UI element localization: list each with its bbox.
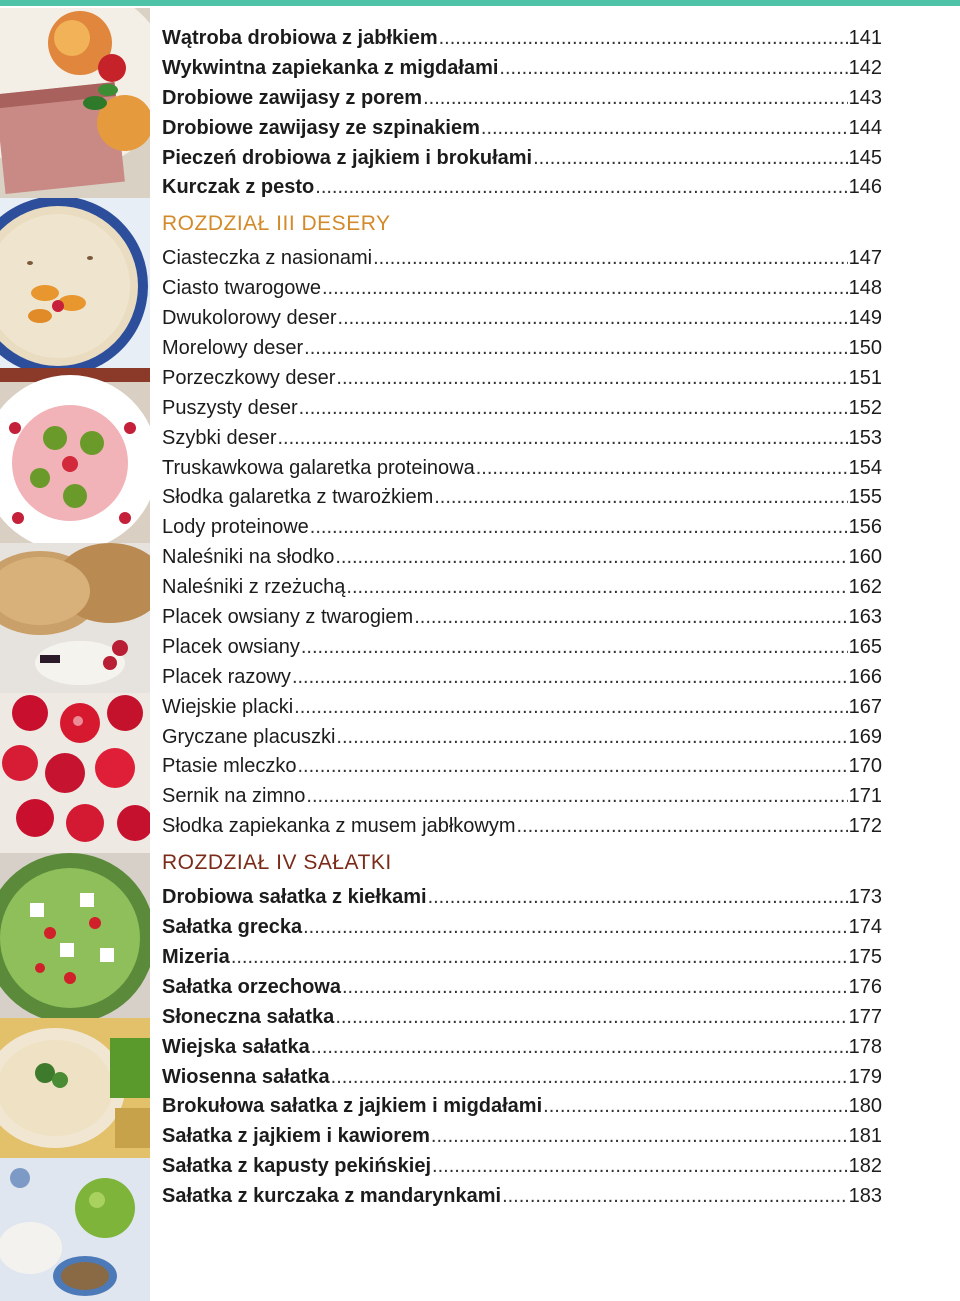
entry-page-number: 174 — [848, 916, 882, 939]
toc-entry[interactable] — [162, 812, 882, 842]
dot-leader — [322, 274, 848, 304]
entry-page-number: 180 — [848, 1095, 882, 1118]
chapter-heading-salatki: ROZDZIAŁ IV SAŁATKI — [162, 851, 392, 875]
entry-page-number: 156 — [848, 516, 882, 539]
spread-photo — [0, 1018, 150, 1158]
dot-leader — [292, 663, 848, 693]
entry-page-number: 151 — [848, 366, 882, 389]
toc-section-desery — [162, 244, 882, 842]
entry-page-number: 166 — [848, 665, 882, 688]
toc-entry[interactable] — [162, 483, 882, 513]
dot-leader — [301, 633, 848, 663]
entry-page-number: 175 — [848, 945, 882, 968]
toc-entry[interactable] — [162, 424, 882, 454]
entry-title: Wiosenna sałatka — [162, 1065, 330, 1088]
toc-entry[interactable] — [162, 454, 882, 484]
entry-page-number: 178 — [848, 1035, 882, 1058]
dot-leader — [543, 1092, 847, 1122]
entry-title: Wykwintna zapiekanka z migdałami — [162, 56, 499, 79]
entry-page-number: 179 — [848, 1065, 882, 1088]
dot-leader — [311, 1033, 848, 1063]
entry-page-number: 153 — [848, 426, 882, 449]
entry-title: Słodka galaretka z twarożkiem — [162, 486, 434, 509]
dot-leader — [342, 973, 848, 1003]
toc-entry[interactable] — [162, 973, 882, 1003]
entry-page-number: 142 — [848, 56, 882, 79]
toc-entry[interactable] — [162, 1092, 882, 1122]
toc-entry[interactable] — [162, 173, 882, 203]
entry-title: Brokułowa sałatka z jajkiem i migdałami — [162, 1095, 543, 1118]
toc-entry[interactable] — [162, 663, 882, 693]
dot-leader — [414, 603, 847, 633]
entry-page-number: 160 — [848, 546, 882, 569]
dot-leader — [278, 424, 848, 454]
entry-title: Mizeria — [162, 945, 230, 968]
dot-leader — [315, 173, 847, 203]
entry-title: Morelowy deser — [162, 337, 304, 360]
entry-title: Wiejska sałatka — [162, 1035, 310, 1058]
entry-title: Drobiowa sałatka z kiełkami — [162, 886, 427, 909]
toc-entry[interactable] — [162, 543, 882, 573]
dot-leader — [331, 1063, 848, 1093]
apple-walnuts-photo — [0, 1158, 150, 1301]
entry-title: Puszysty deser — [162, 396, 298, 419]
entry-title: Ptasie mleczko — [162, 755, 297, 778]
entry-page-number: 141 — [848, 27, 882, 49]
entry-page-number: 144 — [848, 116, 882, 139]
entry-title: Lody proteinowe — [162, 516, 309, 539]
dot-leader — [336, 364, 847, 394]
toc-entry[interactable] — [162, 334, 882, 364]
entry-page-number: 171 — [848, 785, 882, 808]
toc-section-start — [162, 24, 882, 203]
toc-entry[interactable] — [162, 1033, 882, 1063]
dot-leader — [431, 1122, 848, 1152]
toc-entry[interactable] — [162, 573, 882, 603]
entry-page-number: 177 — [848, 1005, 882, 1028]
dot-leader — [481, 114, 848, 144]
dot-leader — [304, 334, 847, 364]
entry-page-number: 147 — [848, 247, 882, 270]
entry-page-number: 143 — [848, 86, 882, 109]
dot-leader — [533, 144, 848, 174]
toc-entry[interactable] — [162, 603, 882, 633]
entry-title: Ciasto twarogowe — [162, 277, 321, 300]
toc-entry[interactable] — [162, 394, 882, 424]
entry-page-number: 176 — [848, 975, 882, 998]
entry-title: Gryczane placuszki — [162, 725, 336, 748]
entry-page-number: 154 — [848, 456, 882, 479]
entry-title: Naleśniki na słodko — [162, 546, 335, 569]
toc-entry[interactable] — [162, 693, 882, 723]
entry-page-number: 163 — [848, 606, 882, 629]
apricot-cake-photo — [0, 198, 150, 368]
entry-page-number: 155 — [848, 486, 882, 509]
entry-page-number: 162 — [848, 576, 882, 599]
entry-title: Porzeczkowy deser — [162, 366, 336, 389]
toc-entry[interactable] — [162, 24, 882, 54]
toc-section-salatki — [162, 883, 882, 1212]
dot-leader — [423, 84, 848, 114]
dot-leader — [306, 782, 847, 812]
toc-entry[interactable] — [162, 1182, 882, 1212]
dot-leader — [298, 752, 848, 782]
dot-leader — [439, 24, 848, 54]
dot-leader — [476, 454, 848, 484]
dot-leader — [517, 812, 848, 842]
entry-page-number: 165 — [848, 635, 882, 658]
entry-title: Drobiowe zawijasy z porem — [162, 86, 423, 109]
entry-title: Sałatka orzechowa — [162, 975, 341, 998]
entry-title: Sałatka z kapusty pekińskiej — [162, 1155, 432, 1178]
pate-photo — [0, 8, 150, 198]
toc-entry[interactable] — [162, 244, 882, 274]
entry-title: Pieczeń drobiowa z jajkiem i brokułami — [162, 146, 533, 169]
entry-page-number: 173 — [848, 886, 882, 909]
entry-page-number: 169 — [848, 725, 882, 748]
toc-entry[interactable] — [162, 782, 882, 812]
entry-page-number: 182 — [848, 1155, 882, 1178]
entry-page-number: 181 — [848, 1125, 882, 1148]
toc-entry[interactable] — [162, 1152, 882, 1182]
entry-title: Szybki deser — [162, 426, 277, 449]
entry-title: Dwukolorowy deser — [162, 307, 337, 330]
pancakes-photo — [0, 543, 150, 693]
dot-leader — [335, 543, 847, 573]
food-photo-strip — [0, 8, 150, 1301]
toc-entry[interactable] — [162, 304, 882, 334]
entry-page-number: 167 — [848, 695, 882, 718]
dot-leader — [299, 394, 848, 424]
dot-leader — [303, 913, 848, 943]
dot-leader — [336, 723, 847, 753]
toc-entry[interactable] — [162, 144, 882, 174]
toc-entry[interactable] — [162, 54, 882, 84]
entry-title: Wątroba drobiowa z jabłkiem — [162, 27, 438, 49]
entry-title: Sałatka grecka — [162, 916, 303, 939]
dot-leader — [373, 244, 848, 274]
dot-leader — [335, 1003, 847, 1033]
dot-leader — [231, 943, 848, 973]
chapter-heading-desery: ROZDZIAŁ III DESERY — [162, 212, 391, 236]
dot-leader — [310, 513, 848, 543]
dot-leader — [338, 304, 848, 334]
toc-entry[interactable] — [162, 274, 882, 304]
entry-title: Sałatka z jajkiem i kawiorem — [162, 1125, 430, 1148]
strawberries-photo — [0, 693, 150, 853]
toc-entry[interactable] — [162, 913, 882, 943]
top-accent-bar — [0, 0, 960, 6]
entry-title: Sałatka z kurczaka z mandarynkami — [162, 1185, 502, 1208]
toc-entry[interactable] — [162, 943, 882, 973]
entry-page-number: 148 — [848, 277, 882, 300]
entry-page-number: 145 — [848, 146, 882, 169]
table-of-contents — [162, 24, 882, 1212]
entry-title: Słoneczna sałatka — [162, 1005, 335, 1028]
entry-title: Drobiowe zawijasy ze szpinakiem — [162, 116, 480, 139]
entry-page-number: 170 — [848, 755, 882, 778]
entry-page-number: 183 — [848, 1185, 882, 1208]
entry-page-number: 150 — [848, 337, 882, 360]
dot-leader — [428, 883, 848, 913]
entry-title: Sernik na zimno — [162, 785, 306, 808]
entry-title: Kurczak z pesto — [162, 176, 315, 199]
entry-page-number: 152 — [848, 396, 882, 419]
entry-page-number: 172 — [848, 815, 882, 838]
dot-leader — [346, 573, 847, 603]
entry-title: Truskawkowa galaretka proteinowa — [162, 456, 475, 479]
entry-title: Ciasteczka z nasionami — [162, 247, 373, 270]
kiwi-dessert-photo — [0, 368, 150, 543]
toc-entry[interactable] — [162, 883, 882, 913]
toc-entry[interactable] — [162, 513, 882, 543]
toc-entry[interactable] — [162, 1063, 882, 1093]
dot-leader — [434, 483, 847, 513]
entry-title: Placek owsiany — [162, 635, 300, 658]
toc-entry[interactable] — [162, 633, 882, 663]
entry-title: Naleśniki z rzeżuchą — [162, 576, 346, 599]
toc-entry[interactable] — [162, 364, 882, 394]
toc-entry[interactable] — [162, 1122, 882, 1152]
entry-title: Placek owsiany z twarogiem — [162, 606, 414, 629]
dot-leader — [499, 54, 847, 84]
toc-entry[interactable] — [162, 752, 882, 782]
entry-title: Wiejskie placki — [162, 695, 294, 718]
toc-entry[interactable] — [162, 114, 882, 144]
entry-title: Placek razowy — [162, 665, 291, 688]
toc-entry[interactable] — [162, 1003, 882, 1033]
salad-photo — [0, 853, 150, 1018]
entry-page-number: 149 — [848, 307, 882, 330]
entry-title: Słodka zapiekanka z musem jabłkowym — [162, 815, 516, 838]
entry-page-number: 146 — [848, 176, 882, 199]
toc-entry[interactable] — [162, 723, 882, 753]
dot-leader — [502, 1182, 848, 1212]
dot-leader — [432, 1152, 848, 1182]
dot-leader — [294, 693, 847, 723]
toc-entry[interactable] — [162, 84, 882, 114]
